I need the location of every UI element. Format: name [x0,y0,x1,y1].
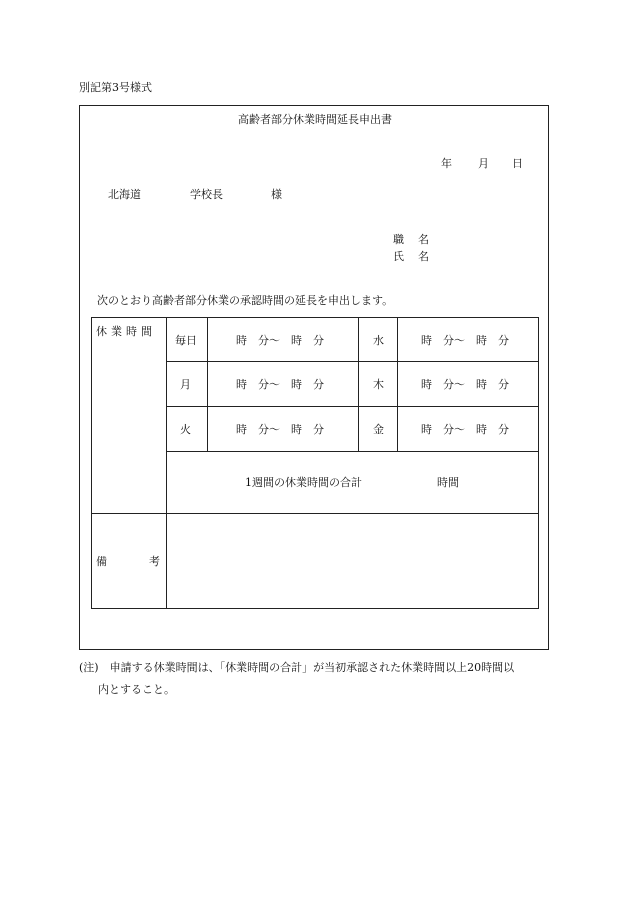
remarks-label-part1: 備 [96,555,107,568]
leave-time-header: 休業時間 [96,325,156,338]
table-line [166,361,539,362]
remarks-label-part2: 考 [149,555,160,568]
table-line [207,317,208,452]
table-line [91,317,92,609]
day-label-tuesday: 火 [180,423,191,436]
weekly-total-label: 1週間の休業時間の合計 [245,476,362,489]
time-range-everyday: 時 分～ 時 分 [236,334,324,347]
date-year-label: 年 [441,157,452,170]
time-range-monday: 時 分～ 時 分 [236,378,324,391]
table-line [538,317,539,609]
addressee-principal: 学校長 [190,188,223,201]
table-line [358,317,359,452]
day-label-everyday: 毎日 [175,334,197,347]
weekly-total-unit: 時間 [437,476,459,489]
addressee-hokkaido: 北海道 [108,188,141,201]
time-range-wednesday: 時 分～ 時 分 [421,334,509,347]
date-day-label: 日 [512,157,523,170]
name-label [393,251,429,262]
addressee-honorific: 様 [271,188,282,201]
form-label: 別記第3号様式 [79,81,152,94]
time-range-tuesday: 時 分～ 時 分 [236,423,324,436]
table-line [91,608,539,609]
note-line-2: 内とすること。 [98,683,175,696]
name-label-part1: 氏 [393,250,404,263]
table-line [166,406,539,407]
intro-text: 次のとおり高齢者部分休業の承認時間の延長を申出します。 [97,294,394,307]
note-line-1: (注) 申請する休業時間は、「休業時間の合計」が当初承認された休業時間以上20時間以 [79,661,515,674]
day-label-thursday: 木 [373,378,384,391]
table-line [91,513,539,514]
table-line [91,317,539,318]
job-label-part2: 名 [418,233,429,246]
document-title: 高齢者部分休業時間延長申出書 [238,113,392,126]
time-range-friday: 時 分～ 時 分 [421,423,509,436]
date-month-label: 月 [478,157,489,170]
table-line [166,317,167,609]
day-label-friday: 金 [373,423,384,436]
time-range-thursday: 時 分～ 時 分 [421,378,509,391]
day-label-wednesday: 水 [373,334,384,347]
table-line [166,451,539,452]
job-label-part1: 職 [393,233,404,246]
table-line [397,317,398,452]
job-title-label [393,234,429,245]
day-label-monday: 月 [180,378,191,391]
name-label-part2: 名 [418,250,429,263]
